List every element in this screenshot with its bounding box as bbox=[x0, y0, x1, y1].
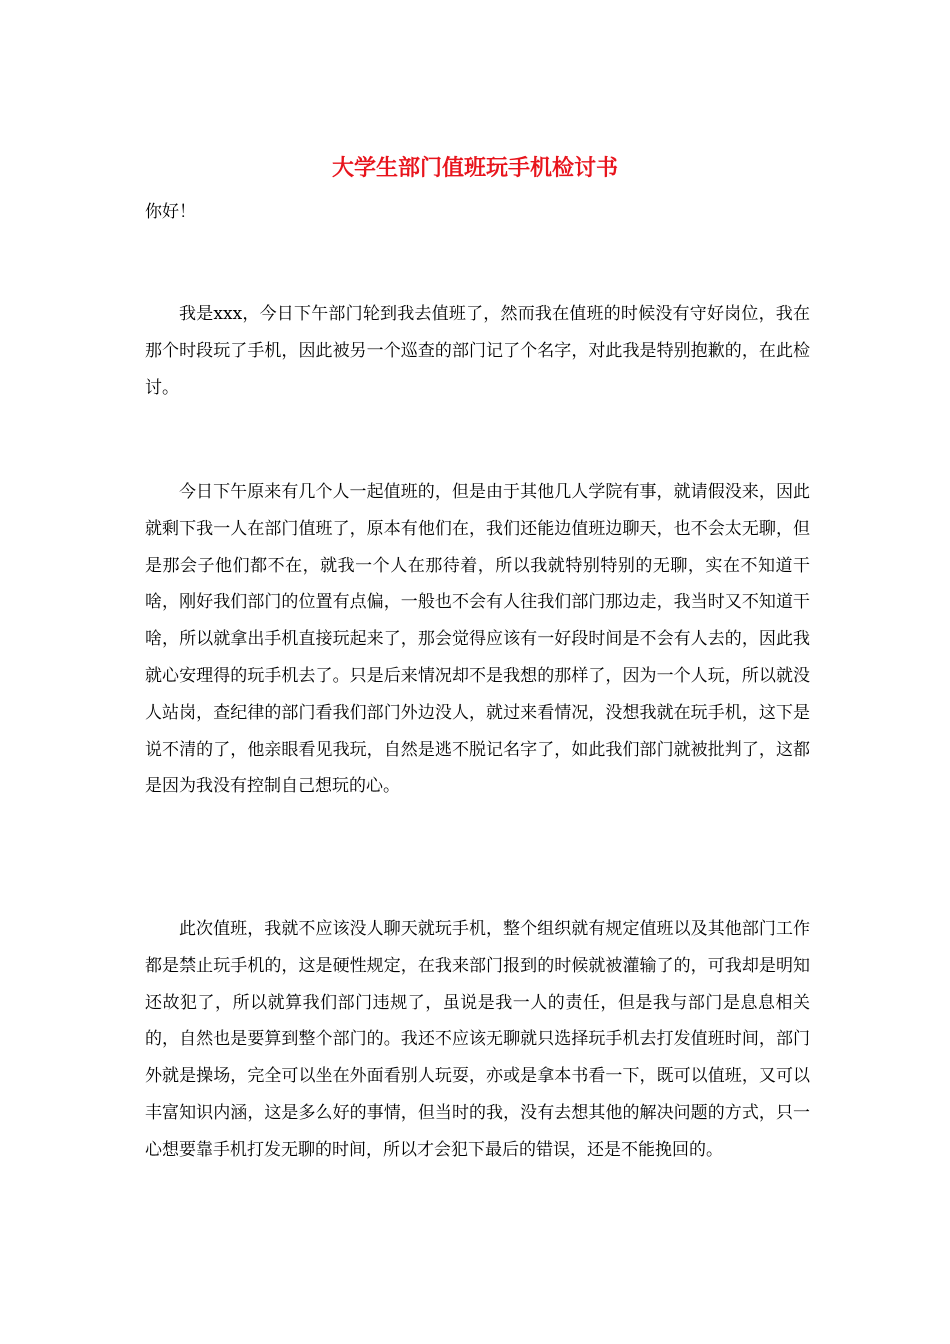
paragraph-2: 今日下午原来有几个人一起值班的，但是由于其他几人学院有事，就请假没来，因此就剩下我一人在部门值班了，原本有他们在，我们还能边值班边聊天，也不会太无聊，但是那会子他们都不在，就我一个人在那待着，所以我就特别特别的无聊，实在不知道干啥，刚好我们部门的位置有点偏，一般也不会有人往我们部门那边走，我当时又不知道干啥，所以就拿出手机直接玩起来了，那会觉得应该有一好段时间是不会有人去的，因此我就心安理得的玩手机去了。只是后来情况却不是我想的那样了，因为一个人玩，所以就没人站岗，查纪律的部门看我们部门外边没人，就过来看情况，没想我就在玩手机，这下是说不清的了，他亲眼看见我玩，自然是逃不脱记名字了，如此我们部门就被批判了，这都是因为我没有控制自己想玩的心。 bbox=[145, 482, 810, 797]
document-title: 大学生部门值班玩手机检讨书 bbox=[331, 155, 618, 181]
paragraph-1: 我是xxx，今日下午部门轮到我去值班了，然而我在值班的时候没有守好岗位，我在那个时段玩了手机，因此被另一个巡查的部门记了个名字，对此我是特别抱歉的，在此检讨。 bbox=[145, 304, 810, 398]
paragraph-3: 此次值班，我就不应该没人聊天就玩手机，整个组织就有规定值班以及其他部门工作都是禁止玩手机的，这是硬性规定，在我来部门报到的时候就被灌输了的，可我却是明知还故犯了，所以就算我们部门违规了，虽说是我一人的责任，但是我与部门是息息相关的，自然也是要算到整个部门的。我还不应该无聊就只选择玩手机去打发值班时间，部门外就是操场，完全可以坐在外面看别人玩耍，亦或是拿本书看一下，既可以值班，又可以丰富知识内涵，这是多么好的事情，但当时的我，没有去想其他的解决问题的方式，只一心想要靠手机打发无聊的时间，所以才会犯下最后的错误，还是不能挽回的。 bbox=[145, 919, 810, 1160]
greeting: 你好！ bbox=[145, 202, 196, 222]
